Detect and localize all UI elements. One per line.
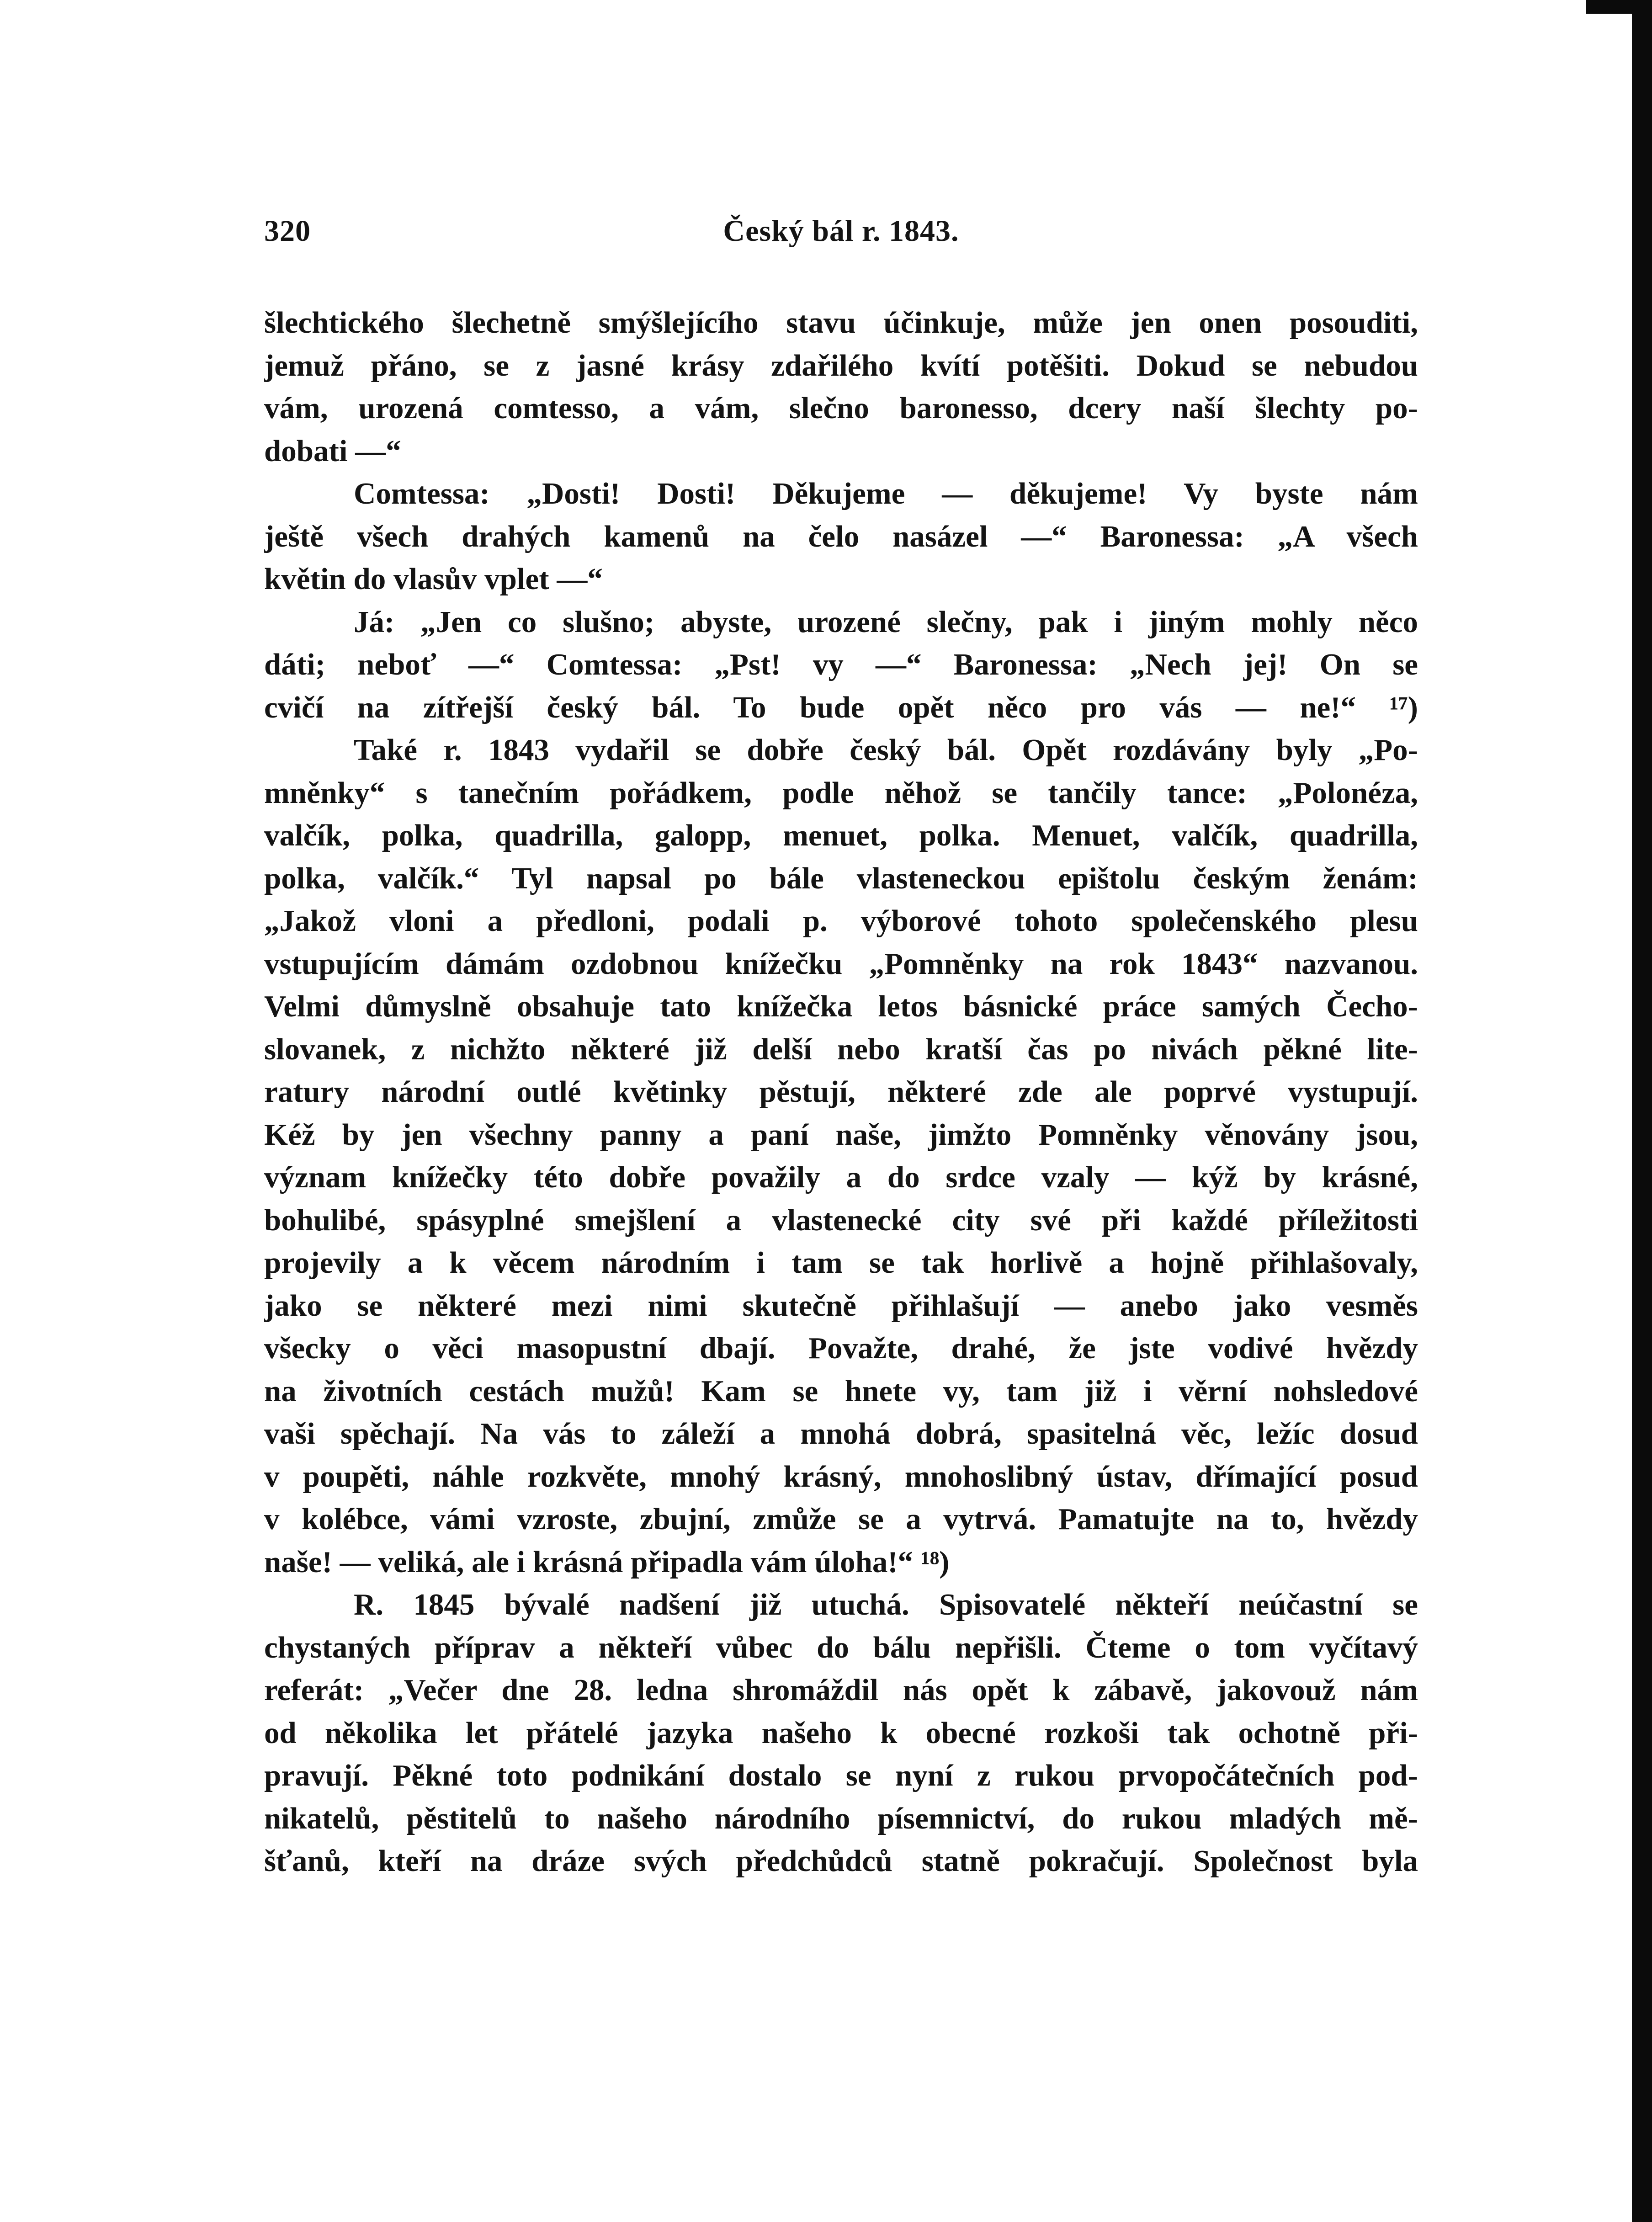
text-line: ještě všech drahých kamenů na čelo nasázel —“ Baronessa: „A všech <box>264 519 1418 553</box>
scan-border-right <box>1632 0 1652 2222</box>
text-line: ratury národní outlé květinky pěstují, některé zde ale poprvé vystupují. <box>264 1075 1418 1109</box>
text-line: chystaných příprav a někteří vůbec do bálu nepřišli. Čteme o tom vyčítavý <box>264 1630 1418 1664</box>
text-line: dobati —“ <box>264 434 401 468</box>
text-line: pravují. Pěkné toto podnikání dostalo se nyní z rukou prvopočátečních pod- <box>264 1759 1418 1792</box>
text-line: na životních cestách mužů! Kam se hnete vy, tam již i věrní nohsledové <box>264 1374 1418 1408</box>
text-line: od několika let přátelé jazyka našeho k obecné rozkoši tak ochotně při- <box>264 1716 1418 1750</box>
running-title: Český bál r. 1843. <box>723 214 959 248</box>
text-line: Já: „Jen co slušno; abyste, urozené slečny, pak i jiným mohly něco <box>354 605 1418 639</box>
text-line: jemuž přáno, se z jasné krásy zdařilého kvítí potěšiti. Dokud se nebudou <box>264 348 1418 383</box>
running-head <box>264 214 1418 250</box>
text-line: mněnky“ s tanečním pořádkem, podle něhož se tančily tance: „Polonéza, <box>264 776 1418 810</box>
text-line: Comtessa: „Dosti! Dosti! Děkujeme — děkujeme! Vy byste nám <box>354 477 1418 510</box>
text-line: „Jakož vloni a předloni, podali p. výborové tohoto společenského plesu <box>264 904 1418 938</box>
text-line: v kolébce, vámi vzroste, zbujní, zmůže se a vytrvá. Pamatujte na to, hvězdy <box>264 1502 1418 1536</box>
text-line: Velmi důmyslně obsahuje tato knížečka letos básnické práce samých Čecho- <box>264 989 1418 1023</box>
text-line: v poupěti, náhle rozkvěte, mnohý krásný, mnohoslibný ústav, dřímající posud <box>264 1459 1418 1494</box>
text-line: nikatelů, pěstitelů to našeho národního písemnictví, do rukou mladých mě- <box>264 1801 1418 1835</box>
text-line: bohulibé, spásyplné smejšlení a vlastenecké city své při každé příležitosti <box>264 1203 1418 1237</box>
text-line: šlechtického šlechetně smýšlejícího stavu účinkuje, může jen onen posouditi, <box>264 306 1418 340</box>
text-line: vaši spěchají. Na vás to záleží a mnohá dobrá, spasitelná věc, ležíc dosud <box>264 1417 1418 1451</box>
scan-border-top <box>1586 0 1652 14</box>
text-line: vám, urozená comtesso, a vám, slečno baronesso, dcery naší šlechty po- <box>264 391 1418 425</box>
text-line: cvičí na zítřejší český bál. To bude opět něco pro vás — ne!“ ¹⁷) <box>264 690 1418 724</box>
page-number: 320 <box>264 214 311 248</box>
text-line: jako se některé mezi nimi skutečně přihlašují — anebo jako vesměs <box>264 1288 1418 1323</box>
text-line: význam knížečky této dobře považily a do srdce vzaly — kýž by krásné, <box>264 1160 1418 1194</box>
text-line: valčík, polka, quadrilla, galopp, menuet, polka. Menuet, valčík, quadrilla, <box>264 819 1418 852</box>
text-line: šťanů, kteří na dráze svých předchůdců statně pokračují. Společnost byla <box>264 1844 1418 1878</box>
text-line: Kéž by jen všechny panny a paní naše, jimžto Pomněnky věnovány jsou, <box>264 1117 1418 1152</box>
text-line: vstupujícím dámám ozdobnou knížečku „Pomněnky na rok 1843“ nazvanou. <box>264 946 1418 981</box>
text-line: projevily a k věcem národním i tam se tak horlivě a hojně přihlašovaly, <box>264 1246 1418 1280</box>
text-line: referát: „Večer dne 28. ledna shromáždil nás opět k zábavě, jakovouž nám <box>264 1673 1418 1707</box>
text-line: slovanek, z nichžto některé již delší nebo kratší čas po nivách pěkné lite- <box>264 1032 1418 1066</box>
text-line: polka, valčík.“ Tyl napsal po bále vlasteneckou epištolu českým ženám: <box>264 861 1418 895</box>
text-line: všecky o věci masopustní dbají. Považte, drahé, že jste vodivé hvězdy <box>264 1331 1418 1365</box>
text-line: dáti; neboť —“ Comtessa: „Pst! vy —“ Baronessa: „Nech jej! On se <box>264 648 1418 681</box>
text-line: Také r. 1843 vydařil se dobře český bál. Opět rozdávány byly „Po- <box>354 733 1418 767</box>
text-line: naše! — veliká, ale i krásná připadla vám úloha!“ ¹⁸) <box>264 1545 950 1579</box>
text-line: R. 1845 bývalé nadšení již utuchá. Spisovatelé někteří neúčastní se <box>354 1588 1418 1621</box>
body-text <box>264 302 1418 1883</box>
text-line: květin do vlasův vplet —“ <box>264 562 603 596</box>
